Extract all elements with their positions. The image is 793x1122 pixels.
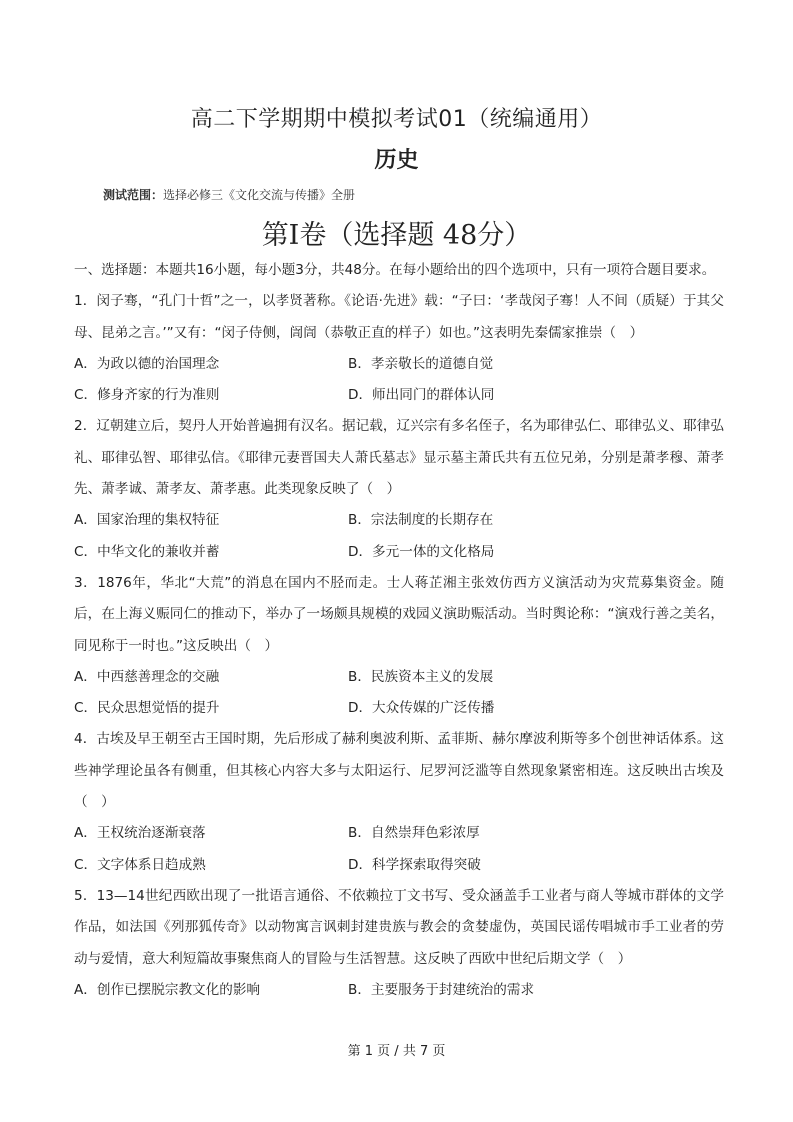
- part-title: 第Ⅰ卷（选择题 48分）: [261, 220, 532, 251]
- option-c: C．修身齐家的行为准则: [74, 387, 220, 404]
- option-b: B．民族资本主义的发展: [348, 668, 494, 685]
- exam-body: [74, 255, 724, 1006]
- question-3: [74, 568, 724, 724]
- option-a: A．王权统治逐渐衰落: [74, 825, 206, 842]
- question-stem: 2．辽朝建立后，契丹人开始普遍拥有汉名。据记载，辽兴宗有多名侄子，名为耶律弘仁、耶律弘义、耶律弘礼、耶律弘智、耶律弘信。《耶律元妻晋国夫人萧氏墓志》显示墓主萧氏共有五位兄弟，分别是萧孝穆、萧孝先、萧孝诚、萧孝友、萧孝惠。此类现象反映了（ ）: [74, 418, 724, 498]
- option-b: B．主要服务于封建统治的需求: [348, 981, 535, 998]
- option-c: C．中华文化的兼收并蓄: [74, 543, 220, 560]
- option-a: A．国家治理的集权特征: [74, 512, 220, 529]
- question-stem: 3．1876年，华北“大荒”的消息在国内不胫而走。士人蒋芷湘主张效仿西方义演活动为灾荒募集资金。随后，在上海义赈同仁的推动下，举办了一场颇具规模的戏园义演助赈活动。当时舆论称：“演戏行善之美名，同见称于一时也。”这反映出（ ）: [74, 574, 724, 654]
- option-b: B．孝亲敬长的道德自觉: [348, 355, 494, 372]
- option-d: D．师出同门的群体认同: [348, 387, 495, 404]
- question-stem: 5．13—14世纪西欧出现了一批语言通俗、不依赖拉丁文书写、受众涵盖手工业者与商人等城市群体的文学作品，如法国《列那狐传奇》以动物寓言讽刺封建贵族与教会的贪婪虚伪，英国民谣传唱城市手工业者的劳动与爱情，意大利短篇故事聚焦商人的冒险与生活智慧。这反映了西欧中世纪后期文学（ ）: [74, 887, 724, 967]
- option-b: B．自然崇拜色彩浓厚: [348, 825, 480, 842]
- option-d: D．科学探索取得突破: [348, 856, 481, 873]
- option-a: A．中西慈善理念的交融: [74, 668, 220, 685]
- question-5: [74, 881, 724, 1006]
- question-stem: 4．古埃及早王朝至古王国时期，先后形成了赫利奥波利斯、孟菲斯、赫尔摩波利斯等多个创世神话体系。这些神学理论虽各有侧重，但其核心内容大多与太阳运行、尼罗河泛滥等自然现象紧密相连。这反映出古埃及（ ）: [74, 731, 724, 811]
- exam-title: 高二下学期期中模拟考试01（统编通用）: [190, 107, 603, 132]
- scope-label: 测试范围：: [103, 188, 164, 202]
- option-c: C．民众思想觉悟的提升: [74, 700, 220, 717]
- question-4: [74, 724, 724, 880]
- instructions: 一、选择题：本题共16小题，每小题3分，共48分。在每小题给出的四个选项中，只有一项符合题目要求。: [74, 262, 716, 278]
- option-d: D．多元一体的文化格局: [348, 543, 495, 560]
- subject-title: 历史: [374, 148, 419, 173]
- option-b: B．宗法制度的长期存在: [348, 512, 494, 529]
- test-scope: [103, 186, 355, 203]
- option-a: A．为政以德的治国理念: [74, 355, 220, 372]
- option-a: A．创作已摆脱宗教文化的影响: [74, 981, 261, 998]
- option-d: D．大众传媒的广泛传播: [348, 700, 495, 717]
- option-c: C．文字体系日趋成熟: [74, 856, 206, 873]
- scope-value: 选择必修三《文化交流与传播》全册: [163, 188, 356, 202]
- question-1: [74, 286, 724, 411]
- question-stem: 1．闵子骞，“孔门十哲”之一，以孝贤著称。《论语·先进》载：“子曰：‘孝哉闵子骞！人不间（质疑）于其父母、昆弟之言。’”又有：“闵子侍侧，訚訚（恭敬正直的样子）如也。”这表明先秦儒家推崇（ ）: [74, 293, 724, 341]
- page-footer: 第 1 页 / 共 7 页: [347, 1044, 446, 1059]
- question-2: [74, 411, 724, 567]
